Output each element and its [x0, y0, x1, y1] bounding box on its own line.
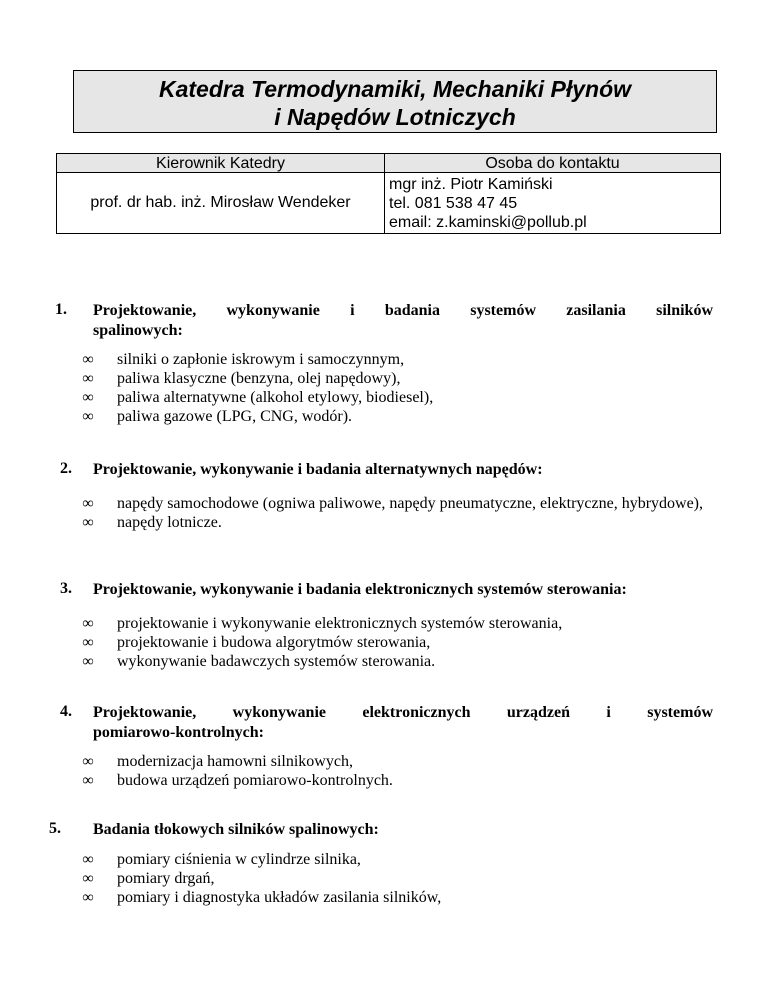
- section-items: [0, 494, 768, 532]
- list-item: ∞ napędy samochodowe (ogniwa paliwowe, napędy pneumatyczne, elektryczne, hybrydowe),: [82, 495, 704, 512]
- section-number: 2.: [60, 460, 72, 477]
- section-heading: [93, 820, 713, 840]
- section-heading-line1: Projektowanie, wykonywanie i badania systemów zasilania silników: [93, 302, 713, 319]
- head-of-department-name: prof. dr hab. inż. Mirosław Wendeker: [57, 173, 385, 234]
- infinity-bullet-icon: ∞: [82, 889, 94, 906]
- list-item: ∞ pomiary drgań,: [82, 870, 215, 887]
- infinity-bullet-icon: ∞: [82, 514, 94, 531]
- section-heading-line1: Projektowanie, wykonywanie i badania elektronicznych systemów sterowania:: [93, 581, 627, 598]
- head-of-department-header: Kierownik Katedry: [57, 154, 385, 173]
- section-number: 3.: [60, 580, 72, 597]
- department-title-line1: Katedra Termodynamiki, Mechaniki Płynów: [158, 76, 632, 102]
- contact-person-header: Osoba do kontaktu: [385, 154, 721, 173]
- infinity-bullet-icon: ∞: [82, 351, 94, 368]
- department-title-box: [73, 70, 717, 133]
- infinity-bullet-icon: ∞: [82, 370, 94, 387]
- section-items: [0, 350, 768, 426]
- list-item: ∞ silniki o zapłonie iskrowym i samoczynnym,: [82, 351, 405, 368]
- infinity-bullet-icon: ∞: [82, 495, 94, 512]
- section-items: [0, 614, 768, 671]
- infinity-bullet-icon: ∞: [82, 634, 94, 651]
- infinity-bullet-icon: ∞: [82, 389, 94, 406]
- list-item: ∞ modernizacja hamowni silnikowych,: [82, 753, 353, 770]
- infinity-bullet-icon: ∞: [82, 615, 94, 632]
- contact-person-cell: [385, 173, 721, 234]
- section-heading-line2: pomiarowo-kontrolnych:: [93, 724, 264, 741]
- section-heading: [93, 301, 713, 341]
- section-items: [0, 752, 768, 790]
- section-number: 1.: [55, 301, 67, 318]
- list-item: ∞ paliwa alternatywne (alkohol etylowy, biodiesel),: [82, 389, 434, 406]
- section-heading: [93, 580, 723, 600]
- contact-phone: tel. 081 538 47 45: [389, 195, 518, 212]
- list-item: ∞ paliwa klasyczne (benzyna, olej napędowy),: [82, 370, 401, 387]
- list-item: ∞ paliwa gazowe (LPG, CNG, wodór).: [82, 408, 353, 425]
- section-number: 4.: [60, 703, 72, 720]
- infinity-bullet-icon: ∞: [82, 408, 94, 425]
- infinity-bullet-icon: ∞: [82, 753, 94, 770]
- list-item: ∞ pomiary ciśnienia w cylindrze silnika,: [82, 851, 361, 868]
- section-number: 5.: [49, 820, 61, 837]
- section-heading: [93, 460, 713, 480]
- list-item: ∞ napędy lotnicze.: [82, 514, 222, 531]
- contact-email: email: z.kaminski@pollub.pl: [389, 214, 587, 231]
- section-heading: [93, 703, 713, 743]
- section-heading-line2: spalinowych:: [93, 322, 183, 339]
- section-items: [0, 850, 768, 907]
- section-heading-line1: Projektowanie, wykonywanie i badania alternatywnych napędów:: [93, 461, 543, 478]
- contact-name: mgr inż. Piotr Kamiński: [389, 176, 553, 193]
- list-item: ∞ projektowanie i budowa algorytmów sterowania,: [82, 634, 431, 651]
- section-heading-line1: Badania tłokowych silników spalinowych:: [93, 821, 379, 838]
- infinity-bullet-icon: ∞: [82, 772, 94, 789]
- list-item: ∞ wykonywanie badawczych systemów sterowania.: [82, 653, 436, 670]
- infinity-bullet-icon: ∞: [82, 653, 94, 670]
- contact-table: [56, 153, 721, 234]
- infinity-bullet-icon: ∞: [82, 851, 94, 868]
- section-heading-line1: Projektowanie, wykonywanie elektronicznych urządzeń i systemów: [93, 704, 713, 721]
- infinity-bullet-icon: ∞: [82, 870, 94, 887]
- department-title-line2: i Napędów Lotniczych: [274, 104, 516, 130]
- list-item: ∞ projektowanie i wykonywanie elektronicznych systemów sterowania,: [82, 615, 563, 632]
- list-item: ∞ pomiary i diagnostyka układów zasilania silników,: [82, 889, 442, 906]
- list-item: ∞ budowa urządzeń pomiarowo-kontrolnych.: [82, 772, 393, 789]
